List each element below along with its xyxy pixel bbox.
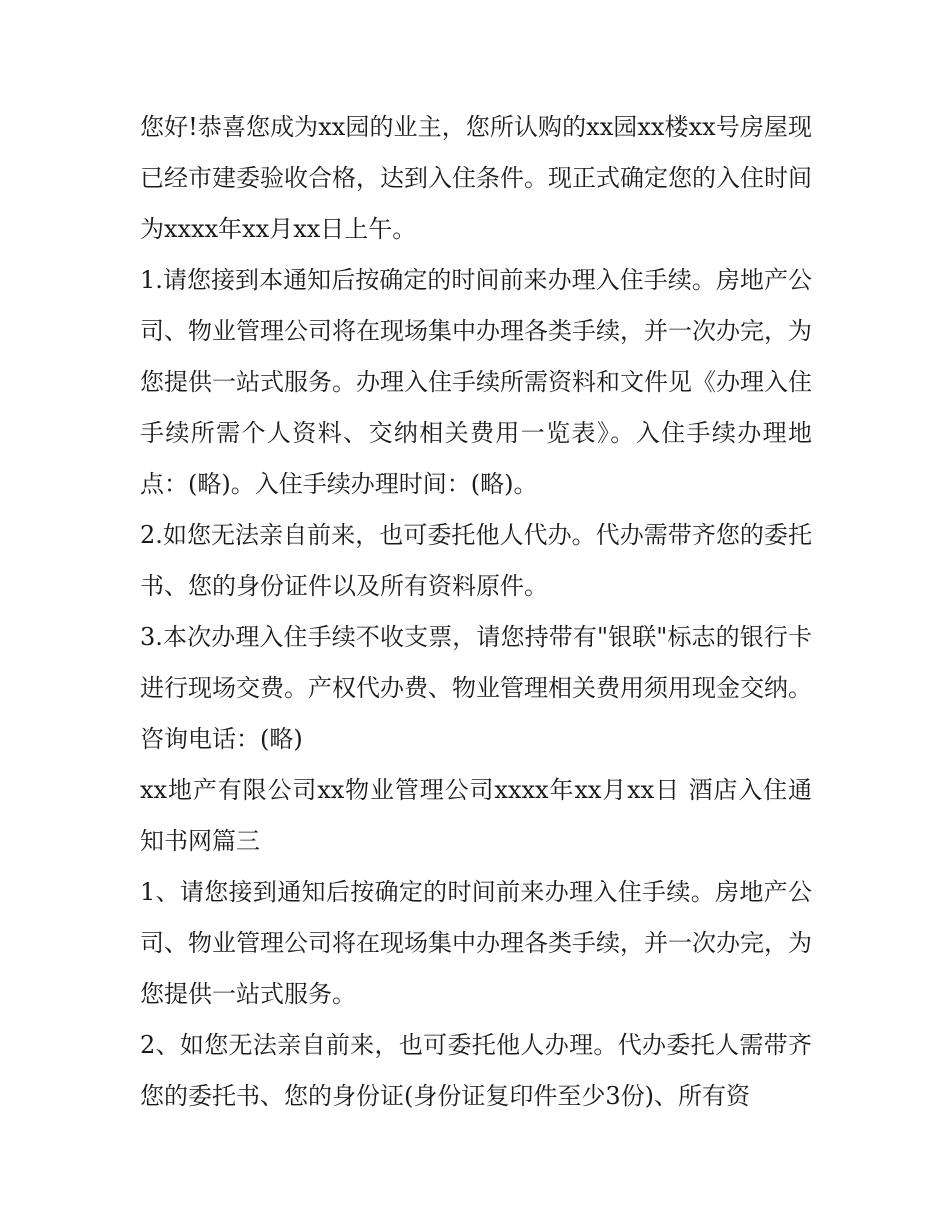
paragraph-item-1: 1.请您接到本通知后按确定的时间前来办理入住手续。房地产公司、物业管理公司将在现场集中办理各类手续，并一次办完，为您提供一站式服务。办理入住手续所需资料和文件见《办理入住手续所需个人资料、交纳相关费用一览表》。入住手续办理地点：(略)。入住手续办理时间：(略)。	[140, 266, 812, 498]
paragraph-item-2: 2.如您无法亲自前来，也可委托他人代办。代办需带齐您的委托书、您的身份证件以及所有资料原件。	[140, 521, 812, 600]
document-body	[140, 102, 812, 1122]
paragraph-section3-item-2: 2、如您无法亲自前来，也可委托他人办理。代办委托人需带齐您的委托书、您的身份证(身份证复印件至少3份)、所有资	[140, 1031, 812, 1110]
paragraph-item-3: 3.本次办理入住手续不收支票，请您持带有"银联"标志的银行卡进行现场交费。产权代办费、物业管理相关费用须用现金交纳。 咨询电话：(略)	[140, 623, 812, 753]
paragraph-signature: xx地产有限公司xx物业管理公司xxxx年xx月xx日 酒店入住通知书网篇三	[140, 776, 812, 855]
paragraph-section3-item-1: 1、请您接到通知后按确定的时间前来办理入住手续。房地产公司、物业管理公司将在现场集中办理各类手续，并一次办完，为您提供一站式服务。	[140, 878, 812, 1008]
paragraph-greeting: 您好!恭喜您成为xx园的业主，您所认购的xx园xx楼xx号房屋现已经市建委验收合格，达到入住条件。现正式确定您的入住时间为xxxx年xx月xx日上午。	[140, 113, 812, 243]
